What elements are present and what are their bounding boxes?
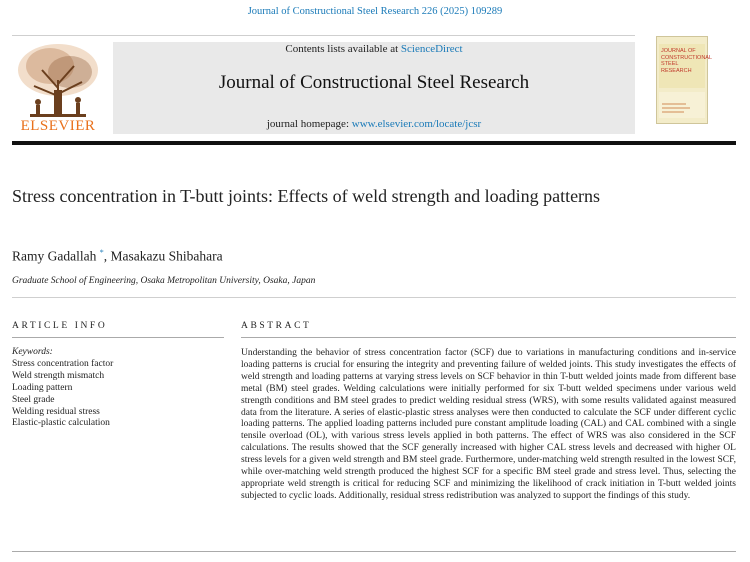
- author-name[interactable]: Masakazu Shibahara: [110, 248, 223, 264]
- article-info-heading: ARTICLE INFO: [12, 321, 108, 331]
- article-info-divider: [12, 337, 224, 338]
- contents-prefix: Contents lists available at: [285, 43, 401, 55]
- sciencedirect-link[interactable]: ScienceDirect: [400, 43, 463, 55]
- article-title: Stress concentration in T-butt joints: Effects of weld strength and loading patterns: [12, 186, 601, 206]
- keyword-item: Elastic-plastic calculation: [12, 418, 110, 429]
- title-divider: [12, 297, 736, 298]
- corresponding-author-mark[interactable]: *: [99, 248, 104, 257]
- cover-title-line: STEEL RESEARCH: [661, 61, 692, 74]
- abstract-bottom-rule: [12, 551, 736, 552]
- cover-title-line: JOURNAL OF: [661, 48, 696, 54]
- keyword-item: Stress concentration factor: [12, 358, 114, 369]
- author-list: [12, 248, 223, 265]
- author-separator: ,: [103, 248, 111, 264]
- cover-title-line: CONSTRUCTIONAL: [661, 54, 713, 61]
- keyword-item: Welding residual stress: [12, 406, 100, 417]
- journal-citation-link[interactable]: Journal of Constructional Steel Research 226 (2025) 109289: [247, 6, 503, 17]
- contents-availability-line: [113, 43, 635, 55]
- keyword-item: Loading pattern: [12, 382, 73, 393]
- header-top-rule: [12, 35, 635, 36]
- author-affiliation: Graduate School of Engineering, Osaka Metropolitan University, Osaka, Japan: [12, 276, 316, 286]
- keyword-item: Weld strength mismatch: [12, 370, 105, 381]
- header-bottom-rule: [12, 141, 736, 145]
- journal-homepage-link[interactable]: www.elsevier.com/locate/jcsr: [351, 118, 482, 130]
- abstract-heading: ABSTRACT: [241, 321, 312, 331]
- abstract-divider: [241, 337, 736, 338]
- keyword-item: Steel grade: [12, 394, 55, 405]
- elsevier-logo[interactable]: [12, 40, 104, 136]
- journal-homepage-line: [113, 118, 635, 130]
- elsevier-wordmark: ELSEVIER: [20, 118, 96, 134]
- keywords-label: Keywords:: [12, 347, 53, 357]
- author-name[interactable]: Ramy Gadallah: [12, 248, 97, 264]
- keywords-block: [12, 347, 224, 430]
- journal-name: Journal of Constructional Steel Research: [218, 72, 530, 93]
- homepage-prefix: journal homepage:: [266, 118, 352, 130]
- journal-banner: [113, 42, 635, 134]
- cover-title: [661, 48, 713, 74]
- journal-cover-thumbnail[interactable]: [656, 36, 713, 124]
- abstract-text: Understanding the behavior of stress concentration factor (SCF) due to variations in manufacturing conditions and in-service loading patterns is crucial for ensuring the integrity and preventing failure of welded joints. This study investigates the effects of weld strength and loading patterns at varying stress levels on SCF behavior in thin T-butt welded joints made from different base metal (BM) steel grades. Welding calculations were initially performed for six T-butt welded specimens under various weld strength conditions and BM steel grades to predict welding residual stress (WRS), with some results validated against measured data from the literature. A series of elastic-plastic stress analyses were then conducted to calculate the SCF under different cyclic loading patterns. The applied loading patterns included pure constant amplitude loading (CAL) and CAL combined with a single tensile overload (OL), with various stress levels applied in both patterns. The effect of WRS was also considered in the SCF calculations. The results showed that the SCF generally increased with higher CAL stress levels and decreased with higher OL stress levels for a given weld strength and BM steel grade. Furthermore, under-matching weld strength resulted in the lowest SCF, while over-matching weld strength produced the highest SCF for a specific BM steel grade and stress level. Thus, selecting the appropriate weld strength is critical for reducing SCF and minimizing the likelihood of crack initiation in T-butt welded joints subjected to cyclic loads. Additionally, residual stress redistribution was analyzed to support the findings of this study.: [241, 348, 736, 501]
